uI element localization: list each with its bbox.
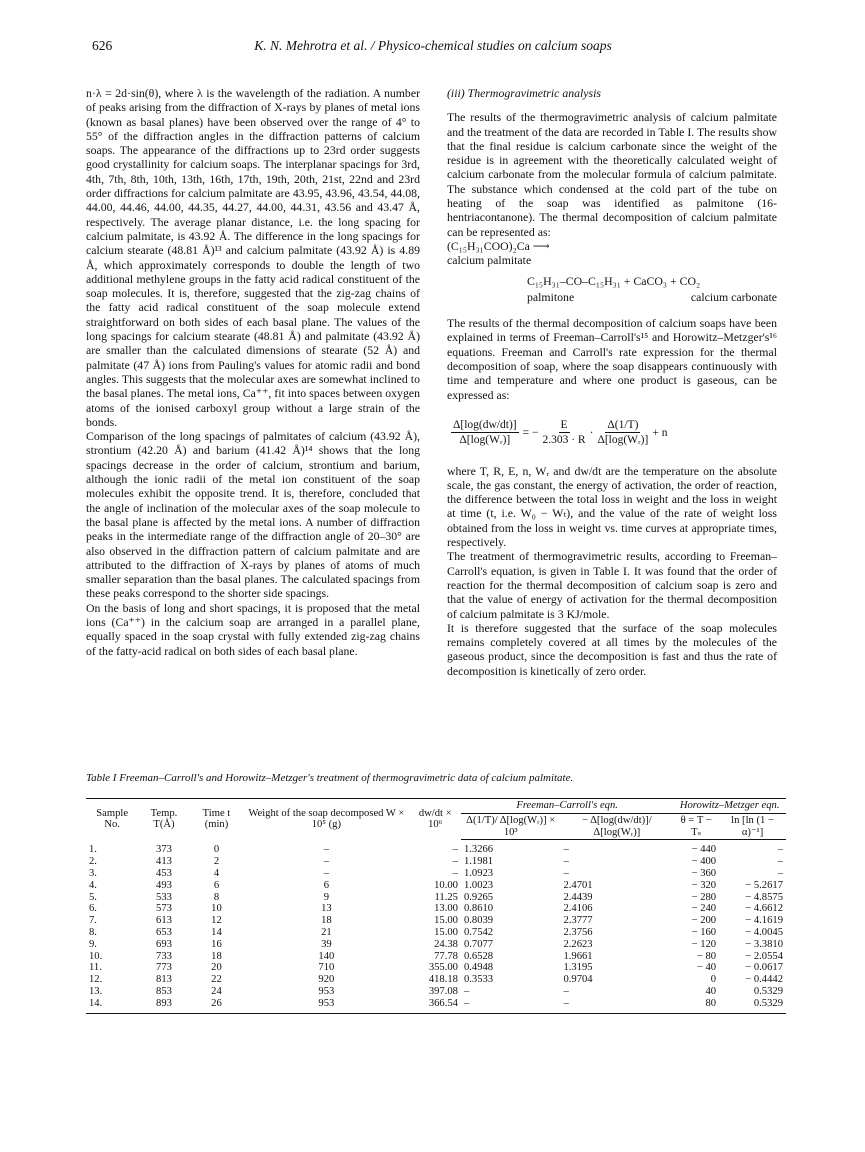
page-header [92, 38, 774, 58]
cell-sample: 1. [89, 844, 97, 856]
col-header-weight: Weight of the soap decomposed W × 10⁵ (g) [243, 799, 409, 840]
product-name-palmitone: palmitone [527, 289, 575, 304]
cell-dwdt: 10.00 [434, 879, 458, 891]
cell-fc1: 1.1981 [463, 856, 494, 868]
cell-time: 20 [211, 962, 222, 974]
cell-fc1: 0.3533 [463, 974, 494, 986]
table-row [86, 915, 786, 927]
cell-temp: 893 [138, 998, 189, 1013]
cell-fc1: 0.8610 [463, 903, 494, 915]
cell-hm1: − 160 [691, 926, 717, 938]
cell-weight: 920 [318, 974, 335, 986]
cell-fc2: 1.9661 [563, 950, 593, 962]
eq-rhs-numerator: Δ(1/T) [605, 418, 640, 433]
col-header-sample: Sample No. [86, 799, 138, 840]
cell-weight: 6 [323, 879, 329, 891]
cell-time: 18 [211, 950, 222, 962]
cell-fc1: 1.3266 [463, 844, 494, 856]
cell-sample: 10. [89, 950, 103, 962]
data-table-container [86, 798, 786, 1062]
cell-fc1: 0.4948 [463, 962, 494, 974]
cell-temp: 693 [156, 938, 172, 950]
cell-hm1: − 40 [696, 962, 717, 974]
cell-weight: 710 [318, 962, 335, 974]
cell-dwdt: 77.78 [434, 950, 458, 962]
right-paragraph-1: The results of the thermogravimetric analysis of calcium palmitate and the treatment of the data are recorded in Table I. The results show that the final residue is calcium carbonate since the weight of the residue is in agreement with the theoretically calculated weight of calcium carbonate from the molecular formula of calcium palmitate. The substance which condensed at the cold part of the tube on heating of the soap was identified as palmitone (16-hentriacontanone). The thermal decomposition of calcium palmitate can be represented as: [447, 110, 777, 239]
cell-weight: – [323, 867, 329, 879]
cell-hm1: 80 [673, 998, 719, 1013]
cell-sample: 5. [89, 891, 97, 903]
cell-hm2: − 4.8575 [745, 891, 783, 903]
cell-fc2: 2.2623 [563, 938, 593, 950]
table-row [86, 998, 786, 1013]
cell-dwdt: 15.00 [434, 926, 458, 938]
cell-fc1: 0.8039 [463, 915, 494, 927]
cell-time: 4 [213, 867, 220, 879]
running-title: K. N. Mehrotra et al. / Physico-chemical studies on calcium soaps [254, 38, 612, 53]
cell-hm1: 0 [710, 974, 717, 986]
cell-temp: 533 [156, 891, 172, 903]
table-row [86, 962, 786, 974]
eq-mid-fraction [542, 418, 585, 448]
col-header-fc1: Δ(1/T)/ Δ[log(Wᵣ)] × 10³ [461, 813, 561, 840]
cell-time: 2 [213, 856, 220, 868]
cell-sample: 8. [89, 926, 97, 938]
cell-hm2: − 4.0045 [745, 926, 783, 938]
eq-lhs-denominator: Δ[log(Wᵣ)] [459, 434, 511, 447]
cell-weight: – [323, 844, 329, 856]
cell-fc2: – [563, 867, 569, 879]
cell-hm2: − 3.3810 [745, 938, 783, 950]
cell-hm2: − 2.0554 [745, 950, 783, 962]
cell-weight: 140 [318, 950, 335, 962]
table-row [86, 856, 786, 868]
group-header-freeman-carroll: Freeman–Carroll's eqn. [461, 799, 673, 814]
cell-dwdt: 15.00 [434, 915, 458, 927]
table-row [86, 951, 786, 963]
cell-temp: 853 [156, 985, 172, 997]
reaction-reactant: (C₁₅H₃₁COO)₂Ca ⟶ [447, 238, 550, 253]
table-caption: Table I Freeman–Carroll's and Horowitz–Metzger's treatment of thermogravimetric data of calcium palmitate. [86, 772, 574, 784]
cell-temp: 573 [156, 903, 172, 915]
cell-hm1: − 320 [691, 879, 717, 891]
cell-temp: 813 [156, 974, 172, 986]
cell-temp: 453 [156, 867, 172, 879]
cell-hm2: − 0.0617 [745, 962, 783, 974]
eq-rhs-denominator: Δ[log(Wᵣ)] [597, 434, 649, 447]
freeman-carroll-equation [447, 418, 777, 448]
left-paragraph-2: Comparison of the long spacings of palmitates of calcium (43.92 Å), strontium (42.20 Å) and barium (41.42 Å)¹⁴ shows that the long spacings decrease in the order of calcium, strontium and barium, although the ionic radii of the metal ion constituent of the soap molecules exhibit the opposite trend. It is, therefore, concluded that the angle of inclination of the molecular axes of the soap molecule to the basal plane is affected by the metal ions. A number of diffraction peaks in the intermediate range of the diffraction angle of 20–30° are also observed in the diffraction pattern of calcium palmitate and are attributed to the diffraction of X-rays by planes of atoms of much smaller separation than the basal planes. The calculated spacings from these peaks correspond to the shorter side spacings. [86, 429, 420, 601]
cell-hm1: − 440 [691, 844, 717, 856]
cell-fc2: 2.4106 [563, 903, 593, 915]
eq-tail: + n [652, 426, 668, 439]
cell-weight: 39 [321, 938, 332, 950]
section-subheading: (iii) Thermogravimetric analysis [447, 86, 601, 100]
table-row [86, 880, 786, 892]
cell-time: 0 [213, 844, 220, 856]
cell-hm1: − 400 [691, 856, 717, 868]
cell-temp: 613 [156, 915, 172, 927]
col-header-time: Time t (min) [190, 799, 244, 840]
cell-sample: 13. [89, 985, 103, 997]
eq-mid-numerator: E [559, 418, 570, 433]
eq-mid-denominator: 2.303 · R [542, 434, 586, 447]
cell-sample: 6. [89, 903, 97, 915]
cell-fc1: – [461, 998, 561, 1013]
left-paragraph-1: n·λ = 2d·sin(θ), where λ is the wavelength of the radiation. A number of peaks arising from the diffraction of X-rays by planes of metal ions (known as basal planes) have been observed over the range of 4° to 55° of the diffraction angles in the diffraction patterns of calcium soaps. The appearance of the diffractions up to 23rd order suggests good crystallinity for calcium soaps. The interplanar spacings for 3rd, 4th, 7th, 8th, 10th, 13th, 16th, 17th, 19th, 20th, 21st, 22nd and 23rd order diffractions for calcium palmitate are 43.95, 43.96, 43.54, 44.08, 44.00, 44.46, 44.00, 44.35, 44.27, 44.00, 44.31, 43.56 and 43.47 Å, respectively. The average planar distance, i.e. the long spacing for calcium palmitate, is 43.92 Å. The difference in the long spacings for calcium stearate (48.81 Å)¹³ and calcium palmitate (43.92 Å) is 4.89 Å, which approximately corresponds to double the length of two additional methylene groups in the fatty acid radical constituent of the soap molecules. It is, therefore, suggested that the zig-zag chains of the fatty acid radical constituent of the soap molecule extend straightforward on both sides of each basal plane. The values of the long spacings for calcium stearate (48.81 Å) and palmitate (43.92 Å) are smaller than the calculated dimensions of stearate (52 Å) and palmitate (47 Å) ions from Pauling's values for atomic radii and bond angles. This suggests that the molecular axes are somewhat inclined to the basal planes. The metal ions, Ca⁺⁺, fit into spaces between oxygen atoms of the ionised carboxyl group without a large strain of the bonds. [86, 86, 420, 429]
cell-time: 14 [211, 926, 222, 938]
cell-fc2: – [563, 985, 569, 997]
cell-hm1: − 360 [691, 867, 717, 879]
cell-time: 22 [211, 974, 222, 986]
cell-fc2: 2.3777 [563, 915, 593, 927]
cell-weight: 21 [321, 926, 332, 938]
cell-fc2: 0.9704 [563, 974, 593, 986]
cell-hm2: − 4.6612 [745, 903, 783, 915]
col-header-temp: Temp. T(Å) [138, 799, 189, 840]
cell-temp: 773 [156, 962, 172, 974]
cell-hm1: − 80 [696, 950, 717, 962]
cell-fc1: 0.6528 [463, 950, 494, 962]
cell-temp: 493 [156, 879, 172, 891]
eq-rhs-fraction [597, 418, 648, 448]
left-paragraph-3: On the basis of long and short spacings, it is proposed that the metal ions (Ca⁺⁺) in the calcium soap are arranged in a parallel plane, equally spaced in the soap crystal with fully extended zig-zag chains of the fatty-acid radical on both sides of each basal plane. [86, 600, 420, 658]
reaction-reactant-name: calcium palmitate [447, 253, 532, 268]
eq-lhs-numerator: Δ[log(dw/dt)] [451, 418, 519, 433]
cell-fc1: 1.0923 [463, 867, 494, 879]
right-paragraph-2: The results of the thermal decomposition of calcium soaps have been explained in terms of Freeman–Carroll's¹⁵ and Horowitz–Metzger's¹⁶ equations. Freeman and Carroll's rate expression for the thermal decomposition of soap, where the soap disappears continuously with time and temperature and where one product is gaseous, can be expressed as: [447, 316, 777, 402]
cell-fc2: 2.3756 [563, 926, 593, 938]
cell-weight: 9 [323, 891, 329, 903]
eq-equals: = − [522, 426, 539, 439]
cell-fc2: 1.3195 [563, 962, 593, 974]
cell-fc2: – [563, 844, 569, 856]
table-body [86, 840, 786, 1013]
cell-sample: 2. [89, 856, 97, 868]
right-column [447, 86, 777, 678]
cell-fc2: 2.4701 [563, 879, 593, 891]
cell-temp: 373 [156, 844, 172, 856]
cell-hm1: − 120 [691, 938, 717, 950]
eq-dot: · [589, 426, 594, 439]
cell-fc1: 0.7542 [463, 926, 494, 938]
cell-hm2: 0.5329 [719, 998, 786, 1013]
cell-sample: 9. [89, 938, 97, 950]
cell-time: 12 [211, 915, 222, 927]
table-row [86, 986, 786, 998]
cell-fc1: 1.0023 [463, 879, 494, 891]
reaction-product-names [447, 290, 777, 304]
cell-dwdt: 13.00 [434, 903, 458, 915]
cell-weight: 953 [243, 998, 409, 1013]
cell-hm2: – [777, 844, 783, 856]
cell-weight: 953 [318, 985, 335, 997]
table-row [86, 840, 786, 856]
cell-hm2: − 4.1619 [745, 915, 783, 927]
table-row [86, 868, 786, 880]
col-header-dwdt: dw/dt × 10⁶ [409, 799, 460, 840]
cell-time: 10 [211, 903, 222, 915]
table-row [86, 903, 786, 915]
cell-fc2: 2.4439 [563, 891, 593, 903]
cell-sample: 11. [89, 962, 102, 974]
cell-hm1: − 280 [691, 891, 717, 903]
left-column [86, 86, 420, 658]
cell-weight: – [323, 856, 329, 868]
cell-hm2: − 5.2617 [745, 879, 783, 891]
col-header-fc2: − Δ[log(dw/dt)]/ Δ[log(Wᵣ)] [560, 813, 673, 840]
cell-temp: 653 [156, 926, 172, 938]
cell-dwdt: 418.18 [428, 974, 458, 986]
cell-hm2: 0.5329 [753, 985, 783, 997]
cell-dwdt: 355.00 [428, 962, 458, 974]
cell-fc1: 0.7077 [463, 938, 494, 950]
cell-sample: 3. [89, 867, 97, 879]
cell-dwdt: 24.38 [434, 938, 458, 950]
cell-dwdt: – [452, 856, 458, 868]
cell-hm2: – [777, 867, 783, 879]
table-row [86, 892, 786, 904]
cell-temp: 733 [156, 950, 172, 962]
cell-weight: 18 [321, 915, 332, 927]
cell-sample: 14. [86, 998, 138, 1013]
cell-fc1: 0.9265 [463, 891, 494, 903]
table-row [86, 939, 786, 951]
right-paragraph-4: The treatment of thermogravimetric results, according to Freeman–Carroll's equation, is given in Table I. It was found that the order of reaction for the thermal decomposition of calcium soap is zero and that the value of energy of activation for the thermal decomposition of calcium palmitate is 3 KJ/mole. [447, 549, 777, 621]
cell-dwdt: 366.54 [409, 998, 460, 1013]
cell-dwdt: 397.08 [428, 985, 458, 997]
cell-time: 6 [213, 879, 220, 891]
table-row [86, 974, 786, 986]
cell-hm1: 40 [705, 985, 717, 997]
cell-fc2: – [563, 856, 569, 868]
cell-weight: 13 [321, 903, 332, 915]
reaction-products: C₁₅H₃₁–CO–C₁₅H₃₁ + CaCO₃ + CO₂ [527, 273, 701, 288]
cell-hm2: − 0.4442 [745, 974, 783, 986]
eq-lhs-fraction [451, 418, 519, 448]
cell-temp: 413 [156, 856, 172, 868]
cell-hm2: – [777, 856, 783, 868]
cell-sample: 4. [89, 879, 97, 891]
col-header-hm2: ln [ln (1 − α)⁻¹] [719, 813, 786, 840]
cell-dwdt: – [452, 867, 458, 879]
col-header-hm1: θ = T − Tₛ [673, 813, 719, 840]
cell-time: 24 [211, 985, 222, 997]
cell-dwdt: 11.25 [434, 891, 458, 903]
product-name-calcium-carbonate: calcium carbonate [690, 289, 777, 304]
page-number: 626 [92, 38, 113, 53]
cell-sample: 7. [89, 915, 97, 927]
cell-time: 8 [213, 891, 220, 903]
cell-fc2: – [560, 998, 673, 1013]
table-row [86, 927, 786, 939]
cell-sample: 12. [89, 974, 103, 986]
cell-time: 26 [190, 998, 244, 1013]
group-header-horowitz-metzger: Horowitz–Metzger eqn. [673, 799, 786, 814]
cell-dwdt: – [452, 844, 458, 856]
cell-hm1: − 200 [691, 915, 717, 927]
right-paragraph-3: where T, R, E, n, Wᵣ and dw/dt are the temperature on the absolute scale, the gas constant, the energy of activation, the order of reaction, the difference between the total loss in weight and the loss in weight at time (t, i.e. W₀ − Wₜ), and the value of the rate of weight loss obtained from the loss in weight vs. time curves at appropriate times, respectively. [447, 463, 777, 550]
right-paragraph-5: It is therefore suggested that the surface of the soap molecules remains completely covered at all times by the molecules of the gaseous product, since the decomposition is fast and thus the rate of decomposition is kinetically of zero order. [447, 620, 777, 678]
cell-hm1: − 240 [691, 903, 717, 915]
cell-time: 16 [211, 938, 222, 950]
cell-fc1: – [463, 985, 470, 997]
thermogravimetric-table [86, 798, 786, 1014]
